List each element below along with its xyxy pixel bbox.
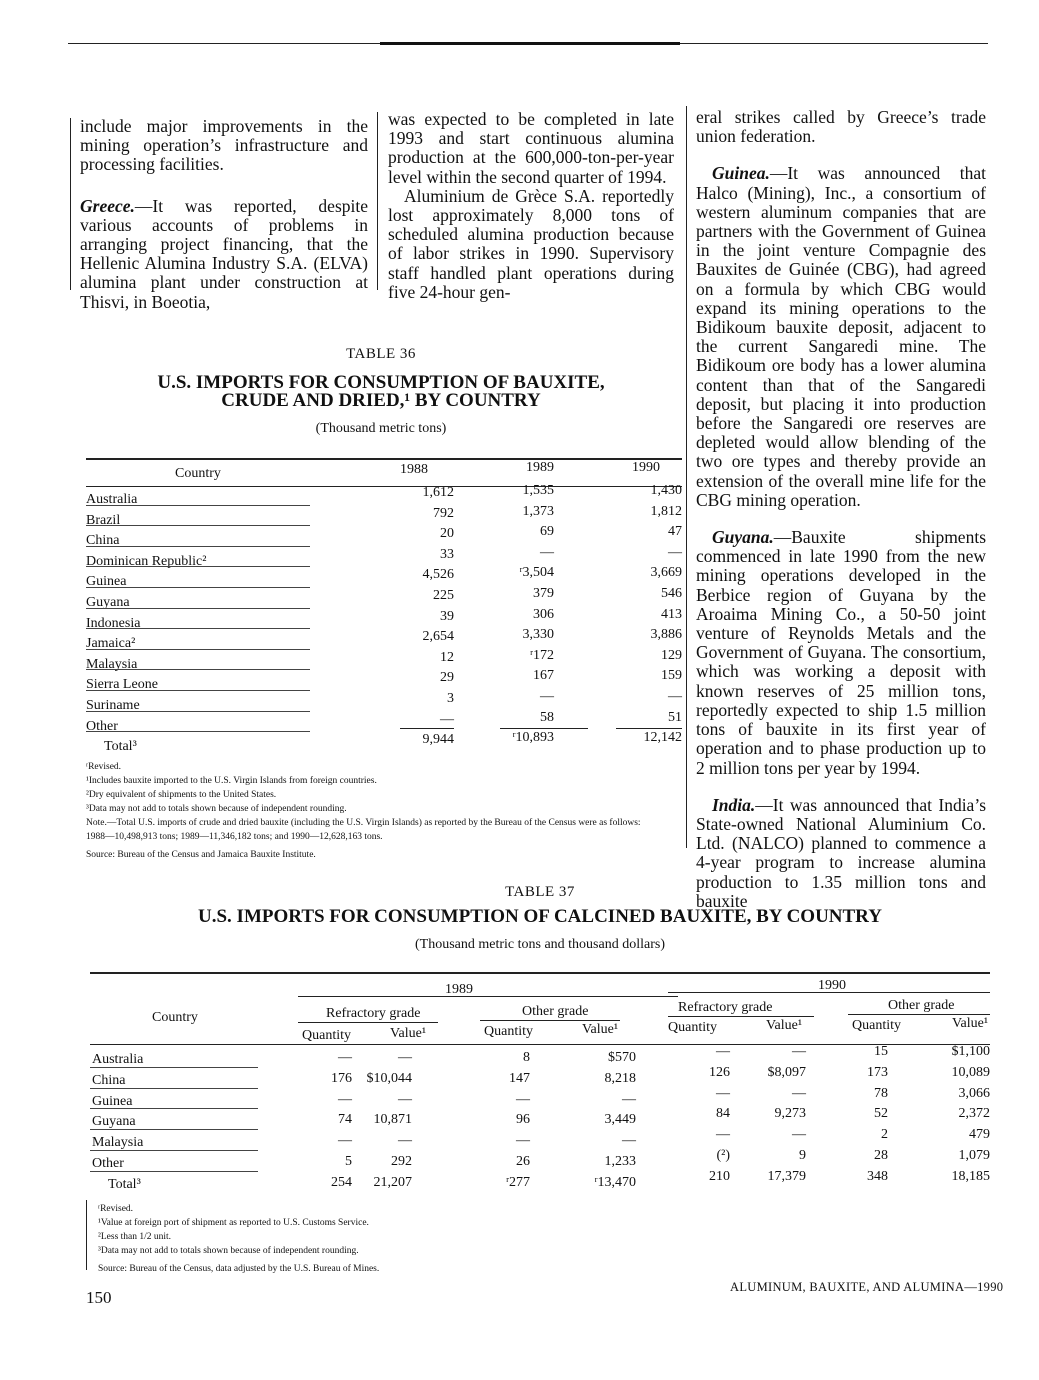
country-name: Dominican Republic² (86, 553, 207, 569)
cell-value: 3 (447, 690, 454, 706)
cell-value: 1,079 (958, 1147, 990, 1163)
table-row (90, 1085, 990, 1111)
cell-value: $10,044 (366, 1070, 412, 1086)
cell-value: 9,944 (422, 732, 454, 748)
table-note: Source: Bureau of the Census, data adjusted by the U.S. Bureau of Mines. (98, 1264, 380, 1274)
cell-value: 4,526 (422, 567, 454, 583)
table-row (86, 709, 682, 735)
header-1988: 1988 (400, 462, 428, 477)
row-underline (90, 1150, 258, 1151)
cell-value: 1,812 (650, 503, 682, 519)
table-header (86, 458, 682, 487)
cell-value: 306 (533, 606, 554, 622)
cell-value: 2,372 (958, 1106, 990, 1122)
cell-value: — (338, 1091, 352, 1107)
header-quantity: Quantity (484, 1024, 533, 1039)
group-rule (668, 992, 990, 993)
cell-value: 8 (523, 1050, 530, 1065)
table-row (90, 1127, 990, 1152)
cell-value: 17,379 (767, 1168, 806, 1184)
cell-value: 292 (391, 1153, 412, 1169)
header-refractory-1990: Refractory grade (678, 1000, 773, 1015)
row-underline (86, 546, 310, 547)
country-name: Indonesia (86, 615, 141, 631)
paragraph-text: —Bauxite shipments commenced in late 1990 from the new mining operations developed in the Berbice region of Guyana by the Aroaima Mining Co., a 50-50 joint venture of Reynolds Metals and the Government of Guyana. The consortium, which was working a deposit with known reserves of 25 million tons, reportedly expected to ship 1.5 million tons of bauxite in its first year of operation and to phase production up to 2 million tons per year by 1994. (696, 527, 986, 778)
cell-value: — (516, 1133, 530, 1149)
cell-value: 18,185 (951, 1168, 990, 1184)
cell-value: 167 (533, 668, 554, 684)
cell-value: — (668, 688, 682, 704)
header-quantity: Quantity (302, 1028, 351, 1043)
row-underline (86, 690, 310, 691)
cell-value: 147 (509, 1070, 530, 1086)
cell-value: — (338, 1133, 352, 1149)
cell-value: 3,330 (522, 627, 554, 643)
header-value: Value¹ (390, 1026, 427, 1041)
table-row (86, 627, 682, 652)
cell-value: — (622, 1133, 636, 1149)
heading-india: India. (712, 794, 756, 815)
cell-value: 3,669 (650, 565, 682, 581)
country-name: Malaysia (92, 1135, 144, 1151)
country-name: Brazil (86, 512, 121, 528)
cell-value: — (540, 544, 554, 560)
subgroup-rule (668, 1016, 814, 1017)
cell-value: — (668, 544, 682, 560)
header-value: Value¹ (766, 1018, 803, 1033)
paragraph-text: —It was reported, despite various accounts of problems in arranging project financing, that the Hellenic Alumina Industry S.A. (ELVA) alumina plant under construction at Thisvi, in Boeotia, (80, 195, 368, 312)
table-36-number: TABLE 36 (346, 346, 416, 362)
paragraph: include major improvements in the mining operation’s infrastructure and processing facilities. (80, 116, 368, 175)
cell-value: — (716, 1127, 730, 1143)
table-note: ³Data may not add to totals shown because of independent rounding. (98, 1246, 359, 1256)
column-2 (388, 110, 674, 316)
paragraph-guinea (696, 164, 986, 510)
heading-greece: Greece. (80, 195, 135, 216)
header-year-1990: 1990 (818, 978, 846, 993)
column-divider (686, 106, 687, 848)
country-name: China (92, 1072, 126, 1088)
cell-value: 21,207 (373, 1174, 412, 1190)
table-total-row (90, 1168, 990, 1194)
table-36-subtitle: (Thousand metric tons) (315, 421, 447, 436)
table-37-subtitle: (Thousand metric tons and thousand dollars) (414, 937, 665, 952)
cell-value: 3,886 (650, 627, 682, 643)
group-rule (298, 996, 678, 997)
table-note: Source: Bureau of the Census and Jamaica Bauxite Institute. (86, 850, 316, 860)
cell-value: 15 (874, 1044, 888, 1059)
subgroup-rule (298, 1022, 438, 1023)
cell-value: $1,100 (951, 1044, 990, 1059)
cell-value: ʳ13,470 (594, 1174, 636, 1190)
header-country: Country (175, 466, 221, 481)
total-rule (400, 728, 454, 729)
row-underline (90, 1108, 258, 1109)
cell-value: 12,142 (643, 730, 682, 746)
row-underline (86, 669, 310, 670)
heading-guinea: Guinea. (712, 163, 770, 184)
cell-value: 1,233 (604, 1153, 636, 1169)
country-name: Guinea (92, 1093, 133, 1109)
cell-value: 74 (338, 1112, 352, 1128)
row-underline (86, 649, 310, 650)
country-name: Total³ (108, 1176, 141, 1192)
cell-value: 379 (533, 585, 554, 601)
cell-value: 78 (874, 1085, 888, 1101)
cell-value: $570 (608, 1050, 636, 1065)
header-country: Country (152, 1010, 198, 1025)
cell-value: 1,535 (522, 483, 554, 498)
cell-value: 51 (668, 709, 682, 725)
cell-value: ʳ10,893 (512, 730, 554, 746)
cell-value: 33 (440, 546, 454, 562)
cell-value: 5 (345, 1153, 352, 1169)
table-note: ²Less than 1/2 unit. (98, 1232, 172, 1242)
table-row (86, 483, 682, 508)
header-rule (90, 972, 990, 974)
subgroup-rule (480, 1020, 620, 1021)
header-year-1989: 1989 (445, 982, 473, 997)
cell-value: 96 (516, 1112, 530, 1128)
cell-value: — (792, 1127, 806, 1143)
table-36-notes (86, 760, 641, 862)
cell-value: 413 (661, 606, 682, 622)
country-name: Australia (92, 1052, 144, 1067)
table-row (90, 1044, 990, 1069)
cell-value: 84 (716, 1106, 730, 1122)
cell-value: $8,097 (767, 1064, 806, 1080)
table-row (86, 544, 682, 570)
cell-value: 479 (969, 1127, 990, 1143)
cell-value: 9 (799, 1147, 806, 1163)
cell-value: — (716, 1085, 730, 1101)
table-note: ¹Includes bauxite imported to the U.S. Virgin Islands from foreign countries. (86, 776, 377, 786)
cell-value: — (716, 1044, 730, 1059)
row-underline (86, 525, 310, 526)
cell-value: 29 (440, 670, 454, 686)
row-underline (86, 731, 310, 732)
table-37-notes (90, 1202, 379, 1276)
paragraph-text: —It was announced that Halco (Mining), Inc., a consortium of western aluminum companies that are partners with the Government of Guinea in the joint venture Compagnie des Bauxites de Guinée (CBG), had agreed on a formula by which CBG would expand its mining operations to the Bidikoum bauxite deposit, adjacent to the current Sangaredi mine. The Bidikoum ore body has a lower alumina content than that of the Sangaredi deposit, but placing it into production before the Sangaredi ore reserves are depleted would allow blending of the two ore types and thereby provide an extension of the overall mine life for the CBG mining operation. (696, 163, 986, 510)
header-bottom-rule (90, 1044, 990, 1045)
cell-value: 3,066 (958, 1085, 990, 1101)
cell-value: 225 (433, 587, 454, 603)
country-name: Other (92, 1155, 124, 1171)
cell-value: 159 (661, 668, 682, 684)
country-name: China (86, 533, 120, 549)
cell-value: 792 (433, 505, 454, 521)
cell-value: 20 (440, 526, 454, 542)
column-1 (80, 117, 368, 326)
cell-value: 254 (331, 1174, 352, 1190)
cell-value: ʳ277 (505, 1174, 530, 1190)
table-note: ʳRevised. (86, 762, 122, 772)
table-row (90, 1147, 990, 1173)
header-1989: 1989 (526, 460, 554, 475)
table-row (86, 585, 682, 611)
table-total-row (86, 730, 682, 755)
table-body (86, 483, 682, 755)
notes-divider (86, 1200, 87, 1270)
header-1990: 1990 (632, 460, 660, 475)
row-underline (86, 505, 310, 506)
cell-value: 1,373 (522, 503, 554, 519)
header-value: Value¹ (582, 1022, 619, 1037)
column-divider (377, 112, 378, 290)
table-note: ²Dry equivalent of shipments to the United States. (86, 790, 277, 800)
cell-value: — (398, 1091, 412, 1107)
country-name: Guyana (86, 594, 130, 610)
cell-value: 39 (440, 608, 454, 624)
country-name: Suriname (86, 697, 140, 713)
subgroup-rule (848, 1014, 990, 1015)
row-underline (86, 628, 310, 629)
table-note: ¹Value at foreign port of shipment as reported to U.S. Customs Service. (98, 1218, 369, 1228)
row-underline (86, 608, 310, 609)
top-rule-thick (380, 42, 680, 45)
table-row (86, 606, 682, 632)
table-row (86, 688, 682, 714)
cell-value: 1,430 (650, 483, 682, 498)
cell-value: — (540, 688, 554, 704)
heading-guyana: Guyana. (712, 527, 774, 548)
cell-value: 129 (661, 647, 682, 663)
country-name: Malaysia (86, 656, 138, 672)
country-name: Other (86, 718, 118, 734)
table-row (86, 668, 682, 693)
row-underline (90, 1171, 258, 1172)
table-36-title-line2: CRUDE AND DRIED,¹ BY COUNTRY (221, 390, 541, 411)
total-rule (616, 728, 682, 729)
table-row (90, 1106, 990, 1131)
cell-value: ʳ172 (529, 647, 554, 663)
cell-value: — (792, 1044, 806, 1059)
cell-value: 176 (331, 1070, 352, 1086)
cell-value: ʳ3,504 (519, 565, 554, 581)
paragraph: Aluminium de Grèce S.A. reportedly lost approximately 8,000 tons of scheduled alumina production because of labor strikes in 1990. Supervisory staff handled plant operations during five 24-hour gen- (388, 185, 674, 302)
country-name: Jamaica² (86, 636, 136, 652)
table-note: ʳRevised. (98, 1204, 134, 1214)
cell-value: 26 (516, 1153, 530, 1169)
header-other-1989: Other grade (522, 1004, 589, 1019)
page-number: 150 (86, 1288, 112, 1307)
country-name: Australia (86, 492, 138, 507)
cell-value: 52 (874, 1106, 888, 1122)
cell-value: 3,449 (604, 1112, 636, 1128)
cell-value: 210 (709, 1168, 730, 1184)
header-quantity: Quantity (852, 1018, 901, 1033)
cell-value: 58 (540, 709, 554, 725)
cell-value: 8,218 (604, 1070, 636, 1086)
cell-value: (²) (716, 1147, 730, 1163)
total-rule (500, 728, 588, 729)
cell-value: 47 (668, 524, 682, 540)
cell-value: — (516, 1091, 530, 1107)
paragraph-guyana (696, 528, 986, 778)
table-body (90, 1044, 990, 1194)
table-row (90, 1064, 990, 1090)
cell-value: 10,089 (951, 1064, 990, 1080)
country-name: Guyana (92, 1114, 136, 1130)
country-name: Sierra Leone (86, 677, 158, 693)
table-37-number: TABLE 37 (505, 884, 575, 900)
header-quantity: Quantity (668, 1020, 717, 1035)
cell-value: 546 (661, 585, 682, 601)
header-other-1990: Other grade (888, 998, 955, 1013)
cell-value: — (792, 1085, 806, 1101)
column-3 (696, 108, 986, 925)
row-underline (90, 1129, 258, 1130)
cell-value: 12 (440, 649, 454, 665)
row-underline (90, 1067, 258, 1068)
cell-value: — (398, 1050, 412, 1065)
row-underline (86, 587, 310, 588)
running-title: ALUMINUM, BAUXITE, AND ALUMINA—1990 (730, 1280, 1004, 1294)
country-name: Total³ (104, 739, 137, 755)
cell-value: 1,612 (422, 485, 454, 500)
table-note: ³Data may not add to totals shown because of independent rounding. (86, 804, 347, 814)
table-note: 1988—10,498,913 tons; 1989—11,346,182 tons; and 1990—12,628,163 tons. (86, 832, 383, 842)
table-row (86, 524, 682, 549)
row-underline (90, 1088, 258, 1089)
cell-value: 126 (709, 1064, 730, 1080)
table-37-title: U.S. IMPORTS FOR CONSUMPTION OF CALCINED BAUXITE, BY COUNTRY (198, 906, 882, 927)
cell-value: 28 (874, 1147, 888, 1163)
cell-value: 69 (540, 524, 554, 540)
cell-value: — (440, 711, 454, 727)
header-value: Value¹ (952, 1016, 989, 1031)
table-note: Note.—Total U.S. imports of crude and dried bauxite (including the U.S. Virgin Islands) as reported by the Bureau of the Census were as follows: (86, 818, 641, 828)
cell-value: 348 (867, 1168, 888, 1184)
paragraph: eral strikes called by Greece’s trade union federation. (696, 107, 986, 147)
table-row (86, 647, 682, 673)
cell-value: 173 (867, 1064, 888, 1080)
table-36-title-line1: U.S. IMPORTS FOR CONSUMPTION OF BAUXITE, (157, 372, 605, 393)
country-name: Guinea (86, 574, 127, 590)
paragraph-text: —It was announced that India’s State-owned National Aluminium Co. Ltd. (NALCO) planned to commence a 4-year program to increase alumina production to 1.35 million tons and bauxite (696, 794, 986, 911)
cell-value: 10,871 (373, 1112, 412, 1128)
row-underline (86, 711, 310, 712)
cell-value: — (622, 1091, 636, 1107)
row-underline (86, 566, 310, 567)
cell-value: 2 (881, 1127, 888, 1143)
cell-value: 2,654 (422, 629, 454, 645)
table-36 (86, 458, 682, 755)
header-refractory-1989: Refractory grade (326, 1006, 421, 1021)
table-row (86, 565, 682, 590)
table-row (86, 503, 682, 529)
column-divider (70, 118, 71, 290)
cell-value: — (398, 1133, 412, 1149)
paragraph: was expected to be completed in late 1993 and start continuous alumina production at the 600,000-ton-per-year level within the second quarter of 1994. (388, 109, 674, 187)
cell-value: — (338, 1050, 352, 1065)
cell-value: 9,273 (774, 1106, 806, 1122)
paragraph-greece (80, 197, 368, 312)
